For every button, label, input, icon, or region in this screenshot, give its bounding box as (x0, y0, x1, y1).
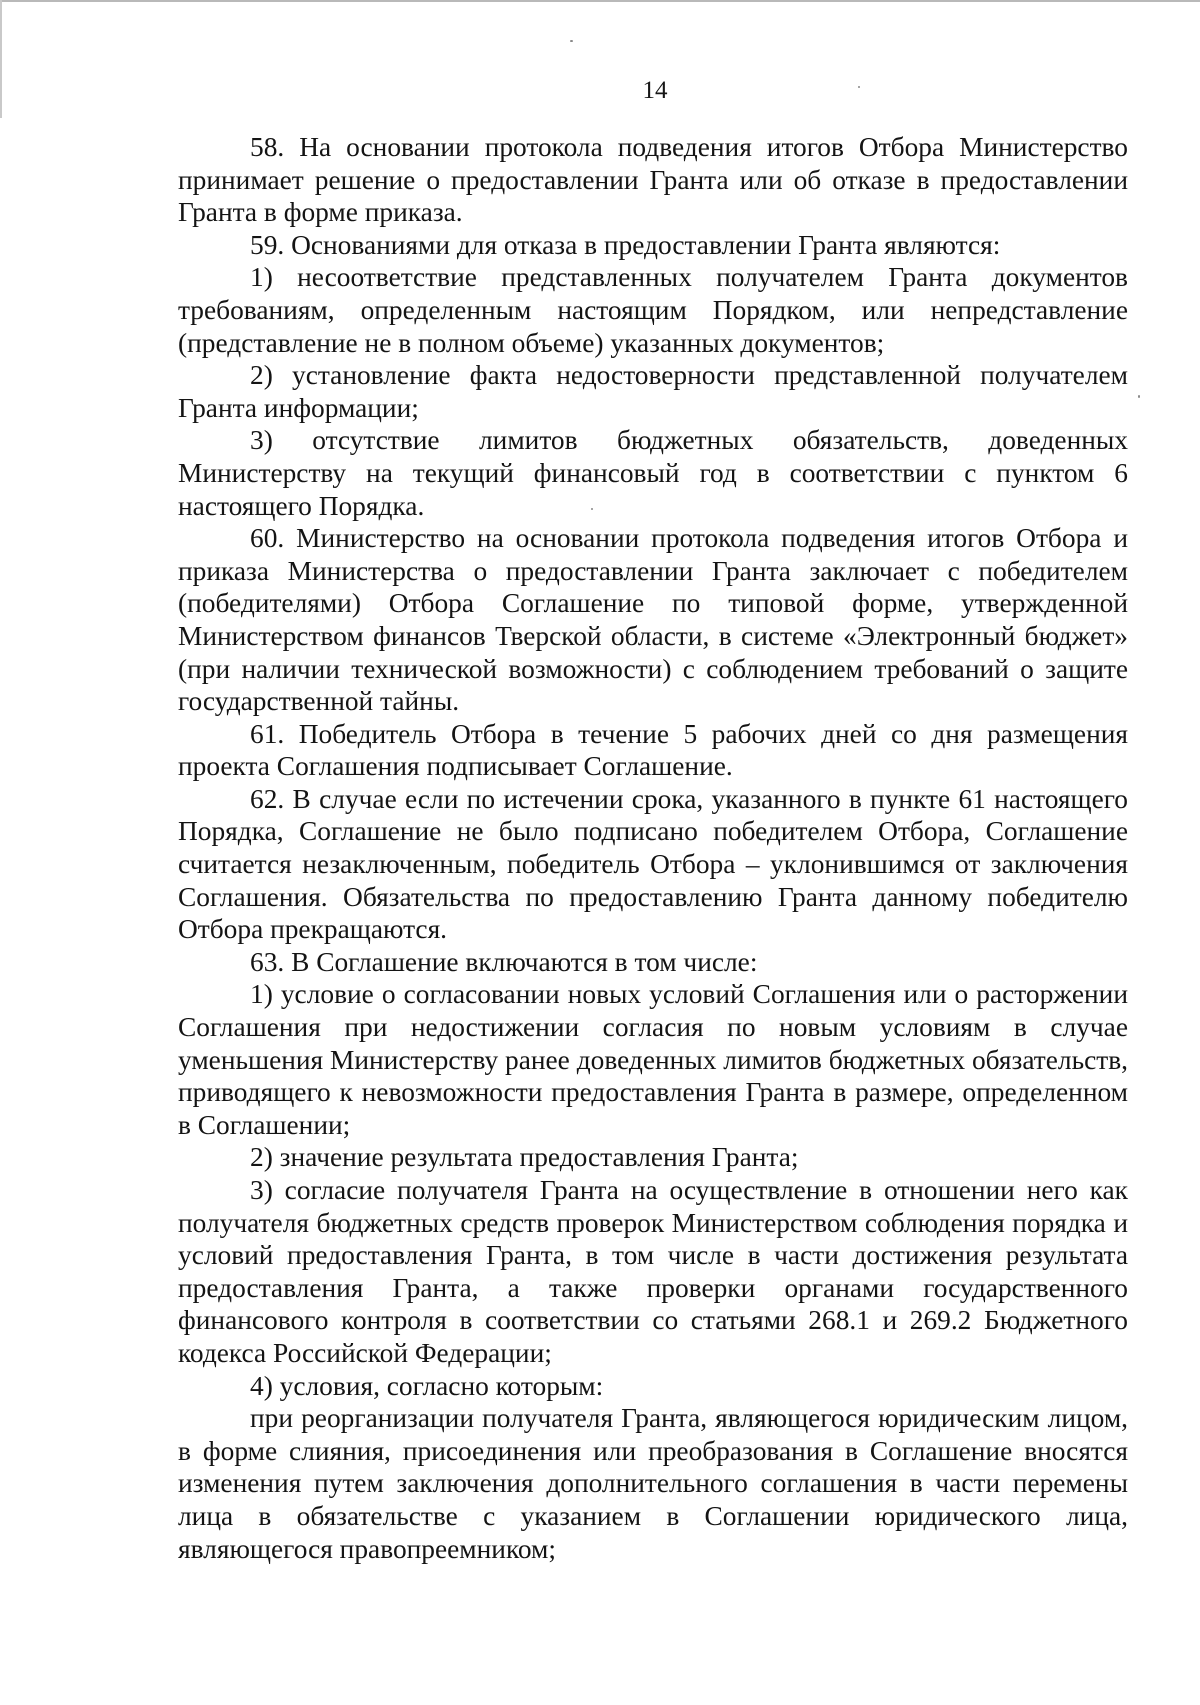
list-item-63-4: 4) условия, согласно которым: (250, 1370, 604, 1401)
page-number: 14 (642, 77, 668, 104)
sub-paragraph-reorganization: при реорганизации получателя Гранта, являющегося юридическим лицом, в форме слияния, присоединения или преобразования в Соглашение вносятся изменения путем заключения дополнительного соглашения в части перемены лица в обязательстве с указанием в Соглашении юридического лица, являющегося правопреемником; (178, 1403, 1128, 1564)
list-item-63-1: 1) условие о согласовании новых условий Соглашения или о расторжении Соглашения при недостижении согласия по новым условиям в случае уменьшения Министерству ранее доведенных лимитов бюджетных обязательств, приводящего к невозможности предоставления Гранта в размере, определенном в Соглашении; (178, 979, 1128, 1140)
paragraph-59: 59. Основаниями для отказа в предоставлении Гранта являются: (250, 229, 1001, 260)
list-item-59-3: 3) отсутствие лимитов бюджетных обязательств, доведенных Министерству на текущий финансовый год в соответствии с пунктом 6 настоящего Порядка. (178, 425, 1128, 521)
list-item-59-2: 2) установление факта недостоверности представленной получателем Гранта информации; (178, 360, 1128, 423)
paragraph-60: 60. Министерство на основании протокола подведения итогов Отбора и приказа Министерства о предоставлении Гранта заключает с победителем (победителями) Отбора Соглашение по типовой форме, утвержденной Министерством финансов Тверской области, в системе «Электронный бюджет» (при наличии технической возможности) с соблюдением требований о защите государственной тайны. (178, 523, 1128, 717)
list-item-59-1: 1) несоответствие представленных получателем Гранта документов требованиям, определенным настоящим Порядком, или непредставление (представление не в полном объеме) указанных документов; (178, 262, 1128, 358)
paragraph-62: 62. В случае если по истечении срока, указанного в пункте 61 настоящего Порядка, Соглашение не было подписано победителем Отбора, Соглашение считается незаключенным, победитель Отбора – уклонившимся от заключения Соглашения. Обязательства по предоставлению Гранта данному победителю Отбора прекращаются. (178, 783, 1128, 945)
paragraph-63: 63. В Соглашение включаются в том числе: (250, 946, 758, 977)
paragraph-61: 61. Победитель Отбора в течение 5 рабочих дней со дня размещения проекта Соглашения подписывает Соглашение. (178, 718, 1128, 782)
scan-speck (1138, 395, 1140, 398)
list-item-63-2: 2) значение результата предоставления Гранта; (250, 1142, 799, 1173)
list-item-63-3: 3) согласие получателя Гранта на осуществление в отношении него как получателя бюджетных средств проверок Министерством соблюдения порядка и условий предоставления Гранта, в том числе в части достижения результата предоставления Гранта, а также проверки органами государственного финансового контроля в соответствии со статьями 268.1 и 269.2 Бюджетного кодекса Российской Федерации; (178, 1175, 1128, 1368)
paragraph-58: 58. На основании протокола подведения итогов Отбора Министерство принимает решение о предоставлении Гранта или об отказе в предоставлении Гранта в форме приказа. (178, 132, 1128, 228)
scan-edge-top (0, 0, 1200, 2)
document-body (178, 131, 1128, 1565)
scan-speck (570, 40, 573, 42)
